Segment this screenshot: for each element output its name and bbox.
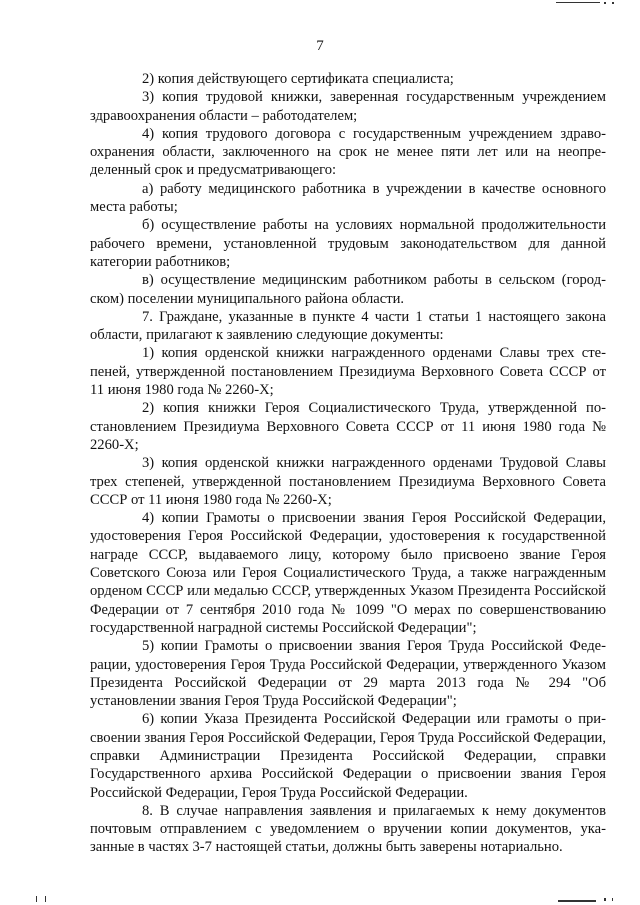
- paragraph-part7-item-1: 1) копия орденской книжки награжденного орденами Славы трех степеней, утвержденной постановлением Президиума Верховного Совета СССР от 11 июня 1980 года № 2260-Х;: [90, 345, 606, 399]
- paragraph-item-3: 3) копия трудовой книжки, заверенная государственным учреждением здравоохранения области – работодателем;: [90, 89, 606, 124]
- paragraph-subitem-b: б) осуществление работы на условиях нормальной продолжительности рабочего времени, установленной трудовым законодательством для данной категории работников;: [90, 217, 606, 270]
- paragraph-item-2: 2) копия действующего сертификата специалиста;: [142, 71, 454, 87]
- paragraph-subitem-a: а) работу медицинского работника в учреждении в качестве основного места работы;: [90, 180, 606, 216]
- paragraph-part7-item-2: 2) копия книжки Героя Социалистического Труда, утвержденной постановлением Президиума Верховного Совета СССР от 11 июня 1980 года № 2260-Х;: [90, 400, 606, 453]
- scan-mark: [558, 900, 596, 902]
- scan-mark: [612, 898, 613, 901]
- paragraph-part7-item-5: 5) копии Грамоты о присвоении звания Героя Труда Российской Федерации, удостоверения Героя Труда Российской Федерации, утвержденного Указом Президента Российской Федерации от 29 марта 2013 года № 294 "Об установлении звания Героя Труда Российской Федерации";: [90, 638, 606, 710]
- document-body: [90, 70, 606, 857]
- paragraph-part-7: 7. Граждане, указанные в пункте 4 части 1 статьи 1 настоящего закона области, прилагают к заявлению следующие документы:: [90, 308, 606, 344]
- scan-mark: [45, 896, 46, 902]
- paragraph-subitem-v: в) осуществление медицинским работником работы в сельском (городском) поселении муниципального района области.: [90, 272, 606, 307]
- scan-mark: [36, 896, 37, 902]
- paragraph-part7-item-6: 6) копии Указа Президента Российской Федерации или грамоты о присвоении звания Героя Российской Федерации, Героя Труда Российской Федерации, справки Администрации Президента Российской Федерации, справки Государственного архива Российской Федерации о присвоении звания Героя Российской Федерации, Героя Труда Российской Федерации.: [90, 711, 606, 801]
- paragraph-part7-item-4: 4) копии Грамоты о присвоении звания Героя Российской Федерации, удостоверения Героя Российской Федерации, удостоверения к государственной награде СССР, выдаваемого лицу, которому было присвоено звание Героя Советского Союза или Героя Социалистического Труда, а также награжденным орденом СССР или медалью СССР, утвержденных Указом Президента Российской Федерации от 7 сентября 2010 года № 1099 "О мерах по совершенствованию государственной наградной системы Российской Федерации";: [90, 510, 606, 636]
- paragraph-part7-item-3: 3) копия орденской книжки награжденного орденами Трудовой Славы трех степеней, утвержденной постановлением Президиума Верховного Совета СССР от 11 июня 1980 года № 2260-Х;: [90, 455, 606, 508]
- scan-mark: [556, 2, 600, 3]
- scan-mark: [604, 898, 606, 901]
- paragraph-item-4: 4) копия трудового договора с государственным учреждением здравоохранения области, заключенного на срок не менее пяти лет или на неопределенный срок и предусматривающего:: [90, 125, 606, 179]
- page-number: 7: [316, 38, 324, 54]
- scan-mark: [612, 2, 614, 4]
- scan-mark: [604, 2, 606, 4]
- paragraph-part-8: 8. В случае направления заявления и прилагаемых к нему документов почтовым отправлением с уведомлением о вручении копии документов, указанные в частях 3-7 настоящей статьи, должны быть заверены нотариально.: [90, 802, 606, 856]
